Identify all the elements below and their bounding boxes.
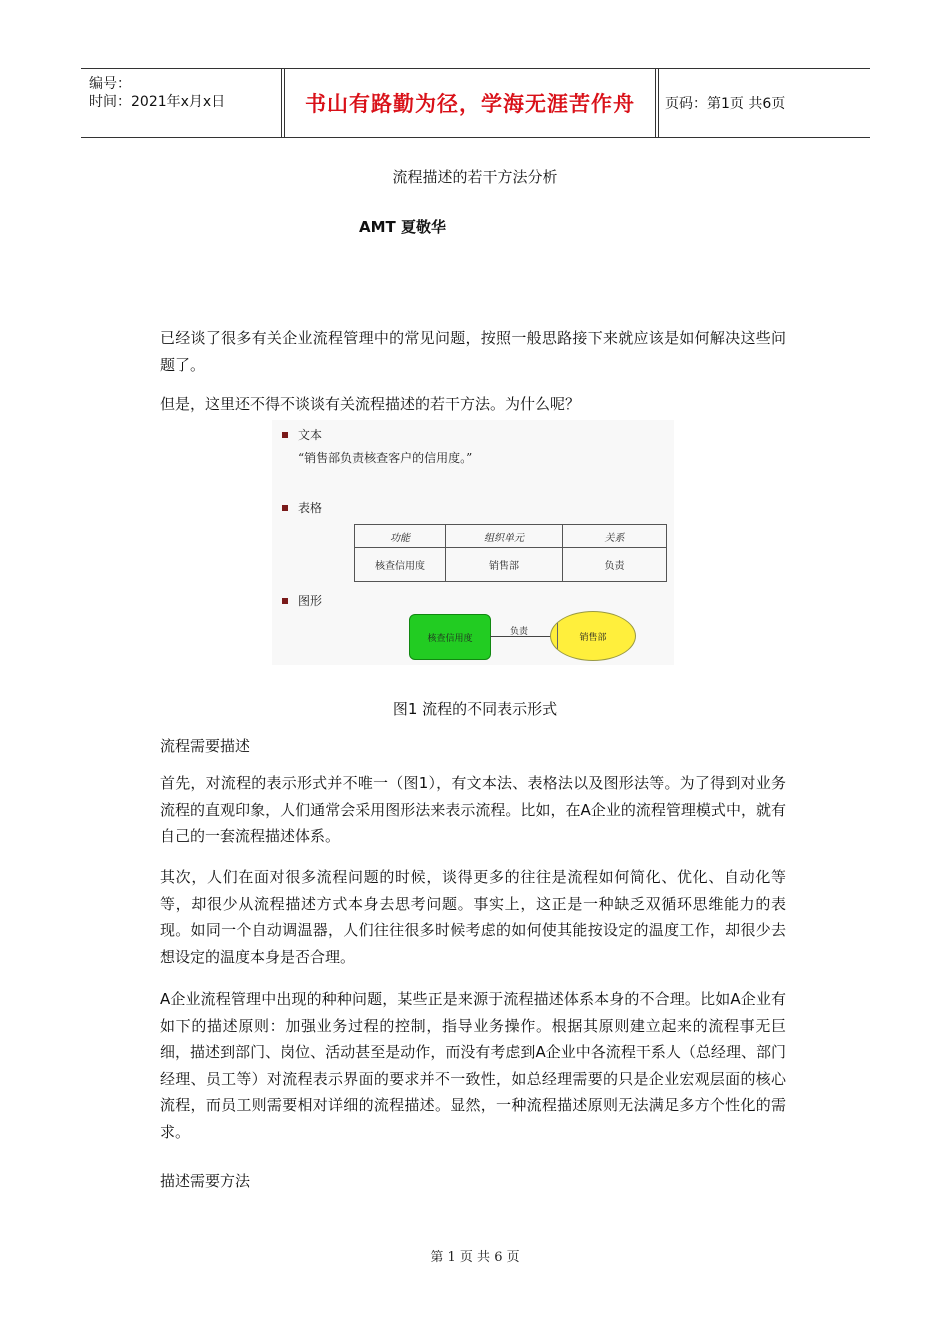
process-function-label: 核查信用度 bbox=[427, 633, 473, 644]
figure-table-label: 表格 bbox=[298, 501, 323, 515]
figure-graph-label: 图形 bbox=[298, 594, 323, 608]
header-meta bbox=[81, 69, 281, 137]
bullet-icon bbox=[282, 598, 288, 604]
section-heading: 流程需要描述 bbox=[160, 737, 251, 755]
document-author: AMT 夏敬华 bbox=[359, 218, 446, 236]
figure-caption: 图1 流程的不同表示形式 bbox=[392, 700, 558, 718]
header-divider bbox=[655, 69, 659, 137]
table-cell: 核查信用度 bbox=[355, 548, 446, 582]
table-header-row bbox=[355, 525, 667, 548]
table-cell: 负责 bbox=[563, 548, 667, 582]
table-header-cell: 关系 bbox=[563, 525, 667, 548]
paragraph: 其次，人们在面对很多流程问题的时候，谈得更多的往往是流程如何简化、优化、自动化等等，却很少从流程描述方式本身去思考问题。事实上，这正是一种缺乏双循环思维能力的表现。如同一个自动调温器，人们往往很多时候考虑的如何使其能按设定的温度工作，却很少去想设定的温度本身是否合理。 bbox=[160, 868, 786, 966]
figure-text-label: 文本 bbox=[298, 428, 323, 442]
document-date-label: 时间：2021年x月x日 bbox=[89, 94, 226, 110]
relation-label: 负责 bbox=[510, 627, 529, 637]
document-title: 流程描述的若干方法分析 bbox=[392, 168, 558, 186]
table-header-cell: 组织单元 bbox=[446, 525, 563, 548]
org-unit-label: 销售部 bbox=[579, 632, 607, 643]
bullet-icon bbox=[282, 432, 288, 438]
paragraph: A企业流程管理中出现的种种问题，某些正是来源于流程描述体系本身的不合理。比如A企业有如下的描述原则：加强业务过程的控制，指导业务操作。根据其原则建立起来的流程事无巨细，描述到部门、岗位、活动甚至是动作，而没有考虑到A企业中各流程干系人（总经理、部门经理、员工等）对流程表示界面的要求并不一致性，如总经理需要的只是企业宏观层面的核心流程，而员工则需要相对详细的流程描述。显然，一种流程描述原则无法满足多方个性化的需求。 bbox=[160, 990, 786, 1141]
header-page-info: 页码：第1页 共6页 bbox=[665, 96, 786, 112]
section-heading: 描述需要方法 bbox=[160, 1172, 251, 1190]
process-function-box bbox=[409, 614, 491, 660]
page-footer: 第 1 页 共 6 页 bbox=[430, 1250, 520, 1265]
table-row bbox=[355, 548, 667, 582]
figure-table bbox=[354, 524, 667, 582]
header-motto: 书山有路勤为径，学海无涯苦作舟 bbox=[305, 92, 635, 116]
table-cell: 销售部 bbox=[446, 548, 563, 582]
document-number-label: 编号： bbox=[89, 76, 131, 92]
org-unit-ellipse bbox=[550, 611, 636, 661]
bullet-icon bbox=[282, 505, 288, 511]
figure-process-forms bbox=[272, 420, 674, 665]
table-header-cell: 功能 bbox=[355, 525, 446, 548]
paragraph: 已经谈了很多有关企业流程管理中的常见问题，按照一般思路接下来就应该是如何解决这些问题了。 bbox=[160, 329, 786, 374]
paragraph: 但是，这里还不得不谈谈有关流程描述的若干方法。为什么呢？ bbox=[160, 395, 581, 413]
paragraph: 首先，对流程的表示形式并不唯一（图1），有文本法、表格法以及图形法等。为了得到对业务流程的直观印象，人们通常会采用图形法来表示流程。比如，在A企业的流程管理模式中，就有自己的一套流程描述体系。 bbox=[160, 774, 786, 845]
page-header bbox=[81, 68, 870, 138]
figure-text-quote: “销售部负责核查客户的信用度。” bbox=[298, 451, 473, 465]
